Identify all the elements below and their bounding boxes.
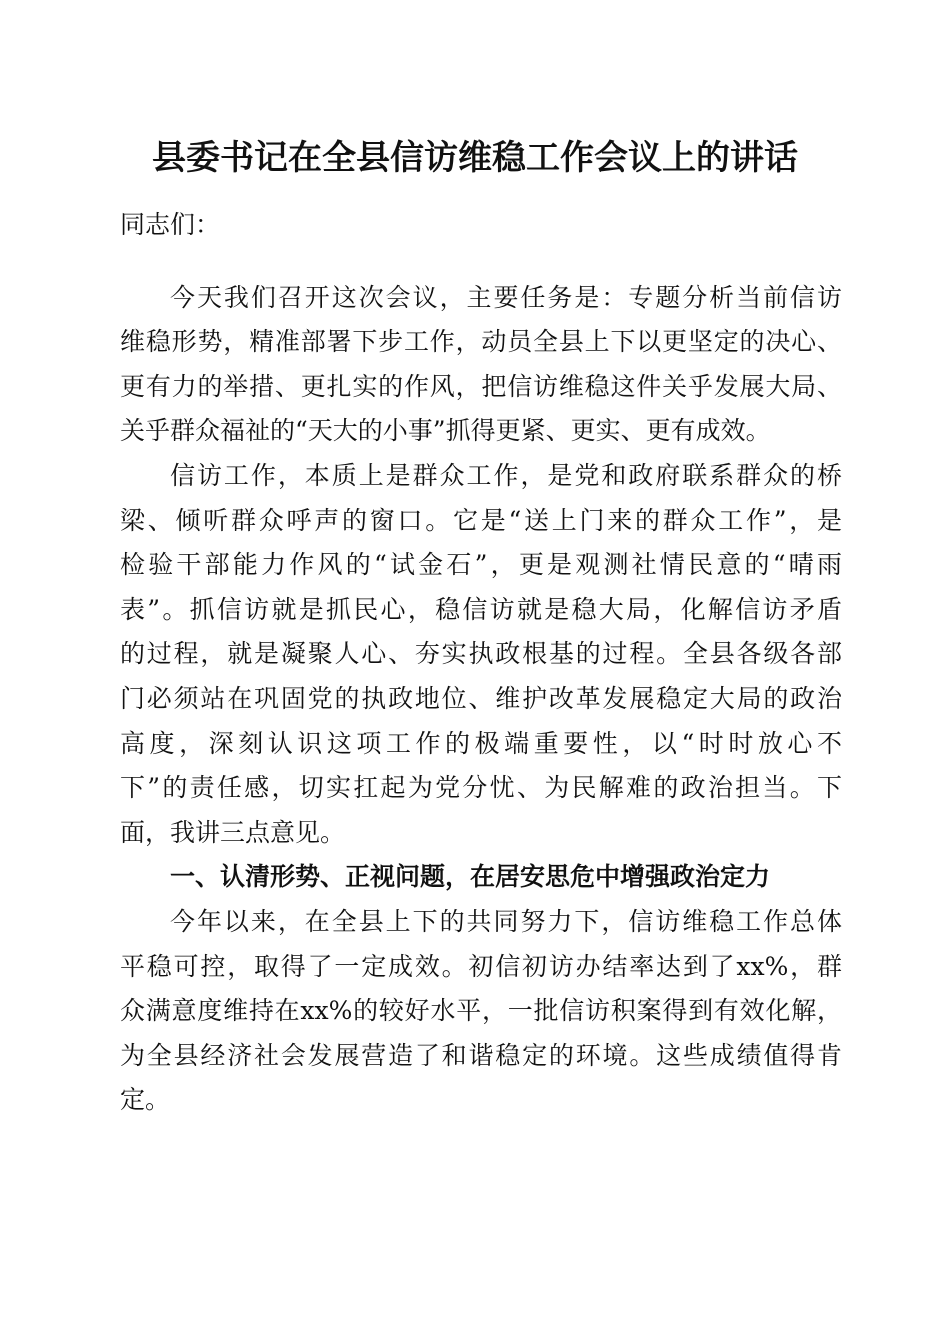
paragraph-2 [120, 454, 842, 855]
paragraph-line: 检验干部能力作风的“试金石”，更是观测社情民意的“晴雨 [120, 550, 842, 580]
paragraph-line: 下”的责任感，切实扛起为党分忧、为民解难的政治担当。下 [120, 773, 842, 803]
document-body [120, 203, 842, 1123]
paragraph-line: 高度，深刻认识这项工作的极端重要性，以“时时放心不 [120, 728, 842, 758]
paragraph-line: 众满意度维持在xx%的较好水平，一批信访积案得到有效化解， [120, 996, 842, 1026]
paragraph-line: 为全县经济社会发展营造了和谐稳定的环境。这些成绩值得肯 [120, 1040, 842, 1070]
paragraph-3 [120, 900, 842, 1123]
paragraph-line: 门必须站在巩固党的执政地位、维护改革发展稳定大局的政治 [120, 683, 842, 713]
paragraph-line: 关乎群众福祉的“天大的小事”抓得更紧、更实、更有成效。 [120, 416, 771, 446]
paragraph-line: 平稳可控，取得了一定成效。初信初访办结率达到了xx%，群 [120, 951, 842, 981]
paragraph-line: 梁、倾听群众呼声的窗口。它是“送上门来的群众工作”，是 [120, 505, 842, 535]
paragraph-line: 表”。抓信访就是抓民心，稳信访就是稳大局，化解信访矛盾 [120, 594, 842, 624]
paragraph-line: 定。 [120, 1085, 171, 1115]
paragraph-1 [120, 276, 842, 454]
paragraph-line: 的过程，就是凝聚人心、夯实执政根基的过程。全县各级各部 [120, 639, 842, 669]
paragraph-line: 维稳形势，精准部署下步工作，动员全县上下以更坚定的决心、 [120, 327, 842, 357]
paragraph-line: 今天我们召开这次会议，主要任务是：专题分析当前信访 [170, 282, 842, 312]
document-title: 县委书记在全县信访维稳工作会议上的讲话 [152, 138, 798, 178]
section-heading: 一、认清形势、正视问题，在居安思危中增强政治定力 [170, 862, 771, 892]
paragraph-line: 更有力的举措、更扎实的作风，把信访维稳这件关乎发展大局、 [120, 371, 842, 401]
salutation: 同志们： [120, 210, 221, 239]
paragraph-line: 今年以来，在全县上下的共同努力下，信访维稳工作总体 [170, 906, 842, 936]
paragraph-line: 信访工作，本质上是群众工作，是党和政府联系群众的桥 [170, 460, 842, 490]
paragraph-line: 面，我讲三点意见。 [120, 817, 346, 847]
